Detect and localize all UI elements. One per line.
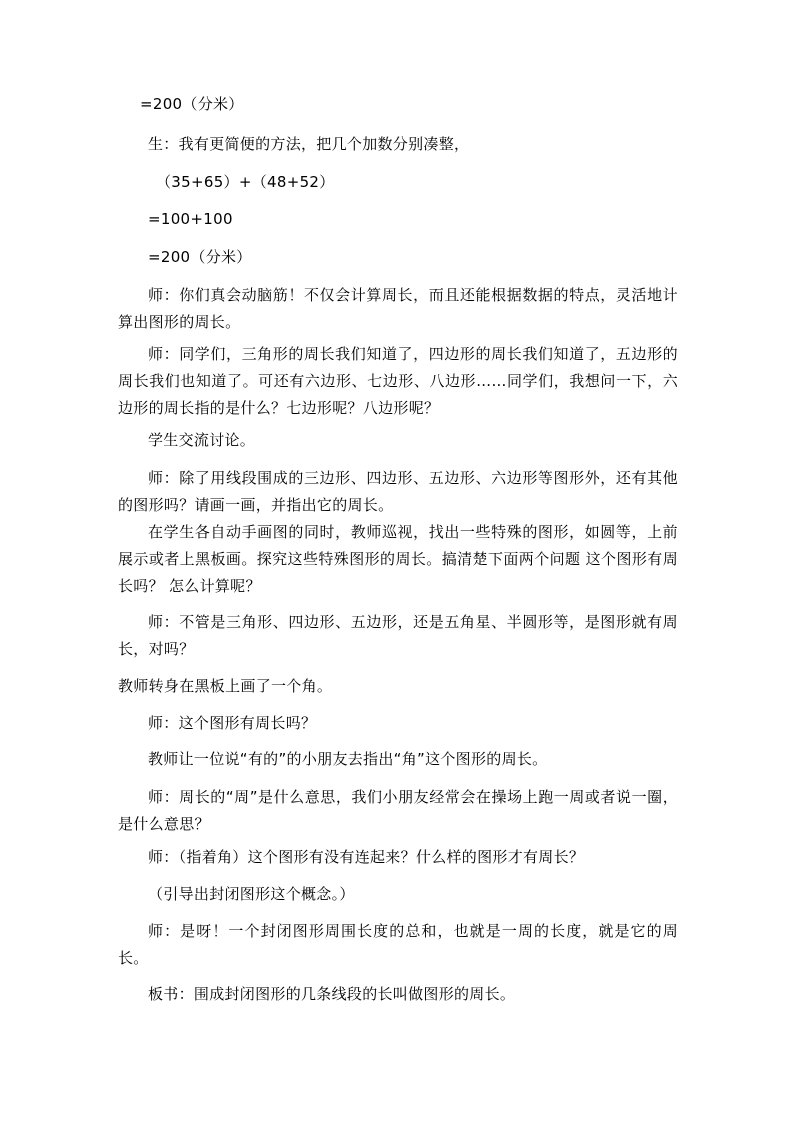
paragraph-definition-explained: 师：是呀！一个封闭图形周围长度的总和，也就是一周的长度，就是它的周长。 [118, 922, 678, 967]
equation-result-1: =200（分米） [140, 95, 244, 113]
paragraph-teacher-praise: 师：你们真会动脑筋！不仅会计算周长，而且还能根据数据的特点，灵活地计算出图形的周长。 [118, 286, 678, 331]
paragraph-all-shapes: 师：不管是三角形、四边形、五边形，还是五角星、半圆形等，是图形就有周长，对吗？ [118, 613, 678, 658]
paragraph-draw-angle: 教师转身在黑板上画了一个角。 [118, 677, 333, 695]
paragraph-teacher-other-shapes: 师：除了用线段围成的三边形、四边形、五边形、六边形等图形外，还有其他的图形吗？请画一画，并指出它的周长。 [118, 469, 678, 514]
equation-grouped: （35+65）+（48+52） [156, 173, 335, 191]
paragraph-student-point: 教师让一位说“有的”的小朋友去指出“角”这个图形的周长。 [148, 750, 548, 768]
paragraph-special-shapes: 在学生各自动手画图的同时，教师巡视，找出一些特殊的图形，如圆等，上前展示或者上黑板画。探究这些特殊图形的周长。搞清楚下面两个问题 这个图形有周长吗？ 怎么计算呢？ [118, 523, 678, 595]
paragraph-connected-question: 师：（指着角）这个图形有没有连起来？什么样的图形才有周长？ [148, 848, 585, 866]
equation-sum: =100+100 [148, 210, 233, 228]
paragraph-meaning-of-zhou: 师：周长的“周”是什么意思，我们小朋友经常会在操场上跑一周或者说一圈，是什么意思？ [118, 788, 678, 833]
equation-result-2: =200（分米） [148, 248, 252, 266]
paragraph-discussion: 学生交流讨论。 [148, 431, 256, 449]
paragraph-angle-question: 师：这个图形有周长吗？ [148, 714, 317, 732]
paragraph-student-method: 生：我有更简便的方法，把几个加数分别凑整， [148, 135, 470, 153]
paragraph-blackboard-definition: 板书：围成封闭图形的几条线段的长叫做图形的周长。 [148, 985, 516, 1003]
paragraph-closed-figure: （引导出封闭图形这个概念。） [148, 885, 355, 903]
paragraph-teacher-polygons: 师：同学们，三角形的周长我们知道了，四边形的周长我们知道了，五边形的周长我们也知道了。可还有六边形、七边形、八边形……同学们，我想问一下，六边形的周长指的是什么？七边形呢？八边形呢？ [118, 345, 678, 417]
